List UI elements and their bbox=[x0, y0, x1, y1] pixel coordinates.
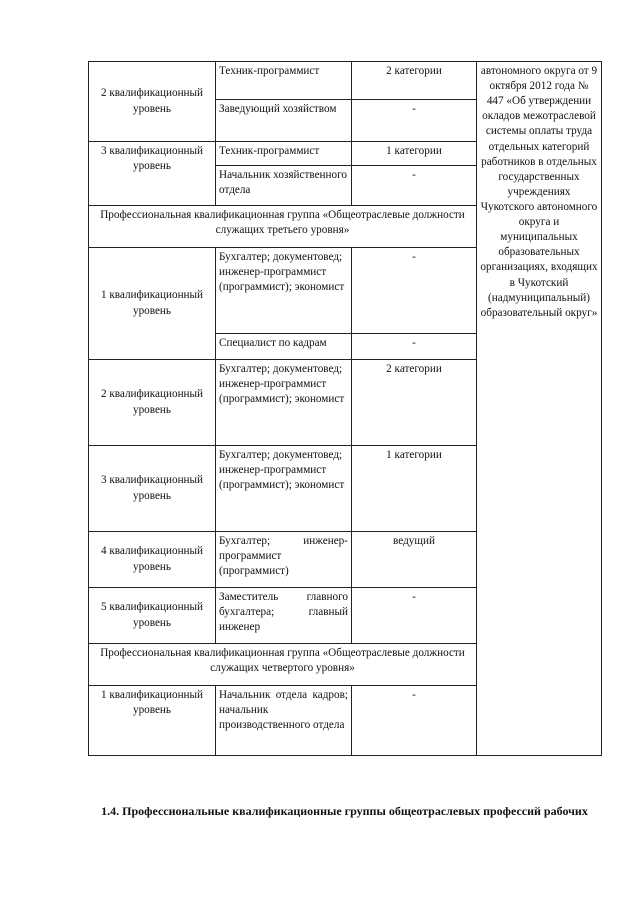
category-cell: - bbox=[352, 588, 477, 644]
category-cell: 1 категории bbox=[352, 446, 477, 532]
category-cell: 2 категории bbox=[352, 62, 477, 100]
position-cell: Бухгалтер; документовед; инженер-программист (программист); экономист bbox=[216, 446, 352, 532]
position-cell: Техник-программист bbox=[216, 62, 352, 100]
category-cell: - bbox=[352, 248, 477, 334]
section-heading: 1.4. Профессиональные квалификационные группы общеотраслевых профессий рабочих bbox=[101, 804, 588, 818]
position-cell: Специалист по кадрам bbox=[216, 334, 352, 360]
qualification-level: 5 квалификационный уровень bbox=[89, 588, 216, 644]
position-cell: Бухгалтер; документовед; инженер-программист (программист); экономист bbox=[216, 248, 352, 334]
category-cell: 1 категории bbox=[352, 142, 477, 166]
category-cell: - bbox=[352, 100, 477, 142]
qualification-level: 3 квалификационный уровень bbox=[89, 142, 216, 206]
category-cell: - bbox=[352, 686, 477, 756]
category-cell: ведущий bbox=[352, 532, 477, 588]
position-cell: Заместитель главного бухгалтера; главный инженер bbox=[216, 588, 352, 644]
qualification-level: 1 квалификационный уровень bbox=[89, 248, 216, 360]
category-cell: - bbox=[352, 166, 477, 206]
qualification-level: 4 квалификационный уровень bbox=[89, 532, 216, 588]
position-cell: Начальник хозяйственного отдела bbox=[216, 166, 352, 206]
qualification-group-heading: Профессиональная квалификационная группа «Общеотраслевые должности служащих четвертого уровня» bbox=[89, 644, 477, 686]
qualification-level: 2 квалификационный уровень bbox=[89, 62, 216, 142]
position-cell: Бухгалтер; инженер-программист (программист) bbox=[216, 532, 352, 588]
qualification-level: 2 квалификационный уровень bbox=[89, 360, 216, 446]
table-row bbox=[89, 62, 602, 100]
position-cell: Техник-программист bbox=[216, 142, 352, 166]
position-cell: Начальник отдела кадров; начальник производственного отдела bbox=[216, 686, 352, 756]
category-cell: 2 категории bbox=[352, 360, 477, 446]
qualification-table bbox=[88, 61, 602, 756]
regulation-reference: автономного округа от 9 октября 2012 года № 447 «Об утверждении окладов межотраслевой системы оплаты труда отдельных категорий работников в отдельных государственных учреждениях Чукотского автономного округа и муниципальных образовательных организациях, входящих в Чукотский (надмуниципальный) образовательный округ» bbox=[477, 62, 602, 756]
qualification-level: 3 квалификационный уровень bbox=[89, 446, 216, 532]
qualification-group-heading: Профессиональная квалификационная группа «Общеотраслевые должности служащих третьего уровня» bbox=[89, 206, 477, 248]
position-cell: Заведующий хозяйством bbox=[216, 100, 352, 142]
category-cell: - bbox=[352, 334, 477, 360]
qualification-level: 1 квалификационный уровень bbox=[89, 686, 216, 756]
position-cell: Бухгалтер; документовед; инженер-программист (программист); экономист bbox=[216, 360, 352, 446]
